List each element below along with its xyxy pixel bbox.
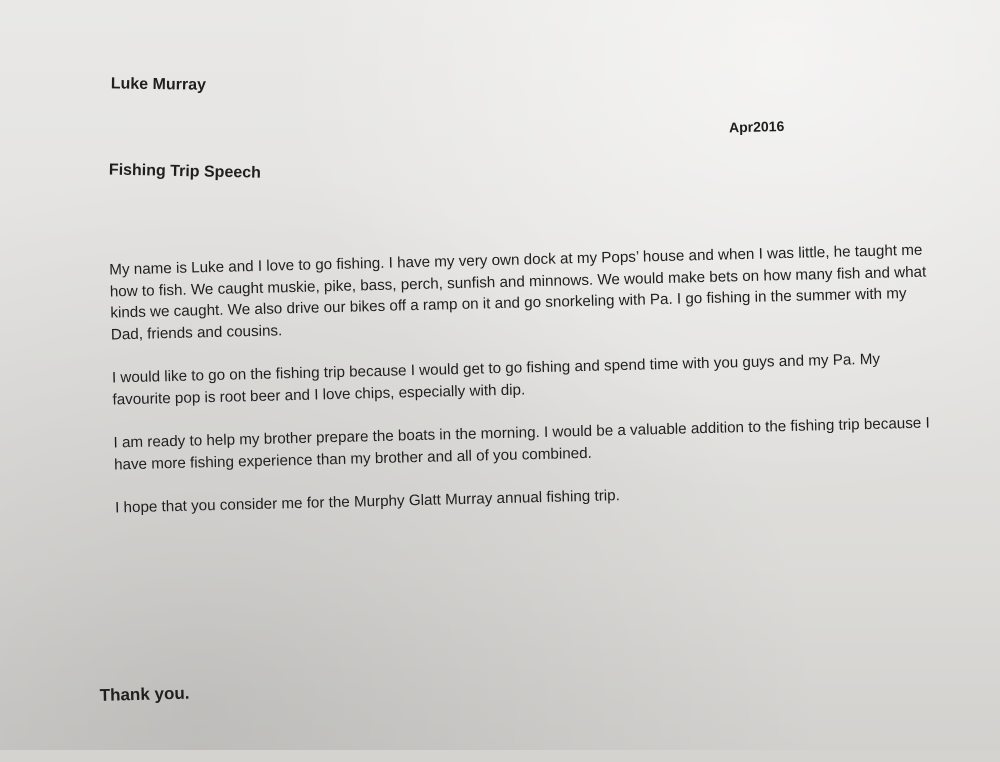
paragraph-intro: My name is Luke and I love to go fishing. I have my very own dock at my Pops’ house and when I was little, he taught me how to fish. We caught muskie, pike, bass, perch, sunfish and minnows. We would make bets on how many fish and what kinds we caught. We also drive our bikes off a ramp on it and go snorkeling with Pa. I go fishing in the summer with my Dad, friends and cousins. bbox=[109, 241, 927, 343]
document-title: Fishing Trip Speech bbox=[108, 161, 262, 182]
speech-body bbox=[109, 239, 946, 541]
paragraph-reason: I would like to go on the fishing trip because I would get to go fishing and spend time with you guys and my Pa. My favourite pop is root beer and I love chips, especially with dip. bbox=[111, 350, 881, 408]
author-name: Luke Murray bbox=[110, 75, 207, 94]
closing-line: Thank you. bbox=[99, 683, 190, 705]
paragraph-help: I am ready to help my brother prepare the boats in the morning. I would be a valuable addition to the fishing trip because I have more fishing experience than my brother and all of you combined. bbox=[113, 414, 930, 473]
document-date: Apr2016 bbox=[728, 117, 785, 136]
paragraph-request: I hope that you consider me for the Murphy Glatt Murray annual fishing trip. bbox=[114, 487, 621, 517]
